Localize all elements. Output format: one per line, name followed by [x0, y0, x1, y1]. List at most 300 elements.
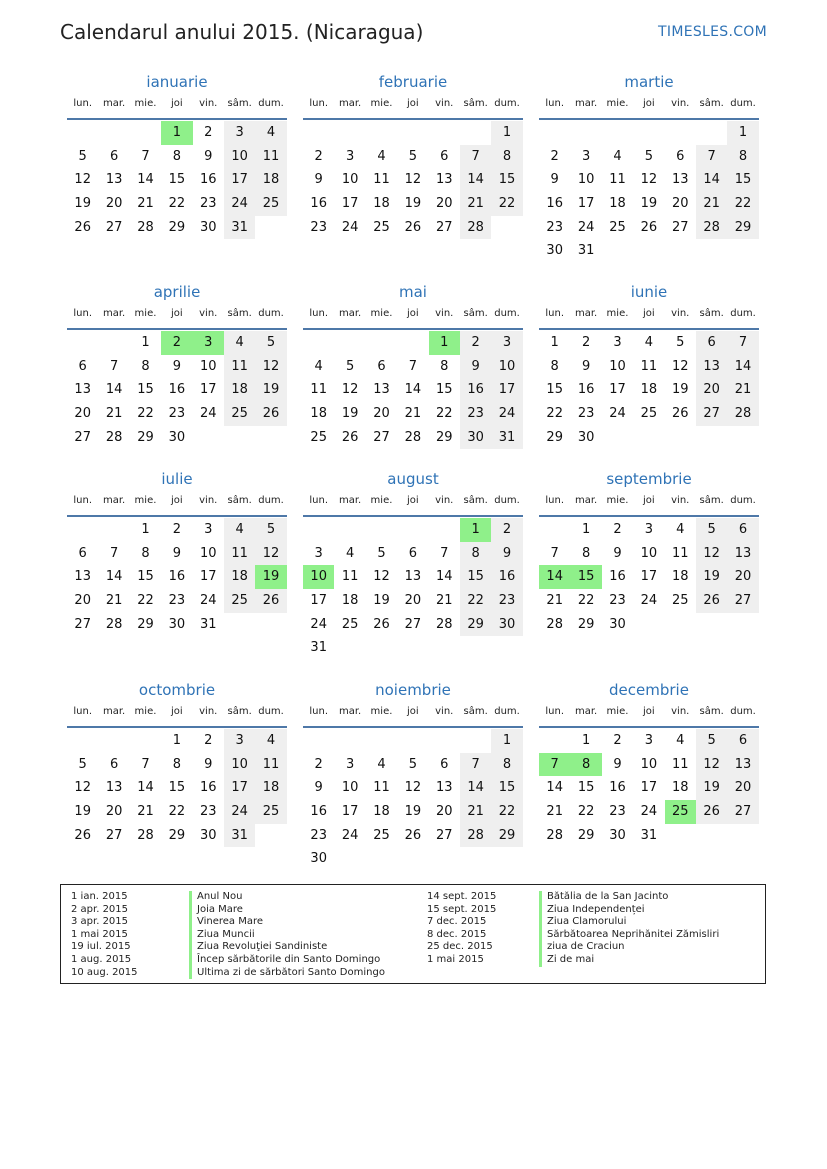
empty-cell — [98, 121, 129, 145]
day-cell: 6 — [408, 545, 417, 561]
day-cell: 9 — [204, 756, 213, 772]
legend-row — [427, 954, 757, 967]
day-cell: 12 — [696, 542, 727, 566]
weekday-label: mie. — [134, 98, 157, 109]
day-cell: 17 — [199, 382, 217, 398]
day-cell: 6 — [440, 756, 449, 772]
day-cell: 27 — [373, 429, 390, 445]
month-name: iunie — [630, 283, 668, 301]
day-cell: 29 — [435, 429, 453, 445]
day-cell: 9 — [613, 545, 622, 561]
day-cell: 14 — [137, 780, 154, 796]
day-cell: 4 — [255, 121, 286, 145]
day-cell: 9 — [550, 172, 559, 188]
empty-cell — [130, 121, 161, 145]
day-cell: 7 — [727, 331, 758, 355]
empty-cell — [570, 121, 601, 145]
weekday-label: vin. — [671, 706, 690, 717]
day-cell: 25 — [224, 589, 255, 613]
legend-row — [427, 929, 757, 942]
day-cell: 30 — [609, 616, 626, 632]
day-cell: 10 — [199, 545, 217, 561]
weekday-label: lun. — [73, 308, 93, 319]
day-cell: 27 — [696, 402, 727, 426]
day-cell: 4 — [224, 331, 255, 355]
day-cell: 16 — [609, 569, 626, 585]
day-grid — [67, 729, 287, 847]
day-cell: 17 — [341, 196, 359, 212]
legend-row — [427, 941, 757, 954]
day-cell: 14 — [696, 168, 727, 192]
day-cell: 3 — [491, 331, 522, 355]
day-cell: 28 — [727, 402, 758, 426]
holiday-date: 1 ian. 2015 — [71, 891, 128, 902]
day-cell: 23 — [609, 804, 626, 820]
month-name: aprilie — [153, 283, 201, 301]
day-cell: 18 — [640, 382, 658, 398]
day-cell: 5 — [255, 518, 286, 542]
weekday-label: sâm. — [227, 308, 252, 319]
empty-cell — [67, 518, 98, 542]
day-cell: 29 — [137, 429, 154, 445]
weekday-label: dum. — [494, 308, 520, 319]
day-cell: 1 — [491, 121, 522, 145]
day-cell: 31 — [224, 216, 255, 240]
day-cell: 6 — [78, 358, 87, 374]
weekday-label: lun. — [545, 98, 565, 109]
day-cell: 2 — [204, 733, 213, 748]
weekday-label: mar. — [102, 308, 126, 319]
day-cell: 3 — [224, 121, 255, 145]
weekday-label: lun. — [73, 495, 93, 506]
day-cell: 24 — [341, 219, 359, 235]
weekday-label: dum. — [494, 98, 520, 109]
empty-cell — [397, 121, 428, 145]
day-grid — [539, 121, 759, 263]
day-cell: 7 — [460, 145, 491, 169]
day-cell: 31 — [310, 640, 327, 656]
weekday-label: sâm. — [463, 495, 488, 506]
weekday-label: vin. — [199, 706, 218, 717]
day-cell: 21 — [435, 593, 453, 609]
day-cell: 23 — [577, 406, 595, 422]
day-cell: 9 — [491, 542, 522, 566]
day-cell: 22 — [546, 406, 563, 422]
day-cell: 4 — [676, 522, 685, 537]
weekday-label: joi — [643, 495, 655, 506]
day-cell: 6 — [440, 148, 449, 164]
day-cell: 22 — [168, 196, 186, 212]
day-cell: 2 — [314, 148, 323, 164]
day-cell: 4 — [377, 148, 386, 164]
day-cell: 14 — [460, 776, 491, 800]
day-cell: 29 — [168, 219, 186, 235]
day-cell: 10 — [609, 358, 626, 374]
day-grid — [67, 121, 287, 239]
empty-cell — [429, 729, 460, 753]
holiday-name: Zi de mai — [539, 954, 594, 967]
day-cell: 8 — [141, 358, 150, 374]
day-cell: 23 — [460, 402, 491, 426]
day-cell: 24 — [491, 402, 522, 426]
day-cell: 12 — [74, 780, 91, 796]
day-cell: 20 — [727, 776, 758, 800]
day-cell: 17 — [609, 382, 626, 398]
day-cell: 22 — [137, 593, 154, 609]
day-cell: 23 — [609, 593, 626, 609]
legend-column-right — [427, 891, 757, 967]
day-cell: 31 — [491, 426, 522, 450]
day-cell: 13 — [404, 569, 422, 585]
day-cell: 20 — [74, 406, 91, 422]
day-cell: 16 — [460, 378, 491, 402]
day-cell: 6 — [727, 518, 758, 542]
day-cell: 1 — [581, 522, 591, 537]
day-cell: 12 — [640, 172, 658, 188]
day-cell: 3 — [581, 148, 591, 164]
day-cell: 23 — [310, 219, 327, 235]
day-cell: 25 — [255, 192, 286, 216]
day-cell: 17 — [491, 378, 522, 402]
day-cell: 2 — [172, 522, 181, 537]
weekday-label: lun. — [309, 706, 329, 717]
day-cell: 10 — [199, 358, 217, 374]
weekday-header — [303, 703, 523, 728]
weekday-header — [67, 95, 287, 120]
day-cell: 16 — [491, 565, 522, 589]
weekday-label: vin. — [199, 308, 218, 319]
day-cell: 15 — [460, 565, 491, 589]
day-cell: 19 — [404, 196, 422, 212]
legend-column-left — [71, 891, 421, 979]
day-cell: 21 — [137, 196, 154, 212]
weekday-label: sâm. — [463, 98, 488, 109]
day-cell: 25 — [609, 219, 626, 235]
weekday-label: dum. — [494, 495, 520, 506]
weekday-label: mar. — [574, 706, 598, 717]
day-cell: 5 — [78, 148, 87, 164]
day-cell: 16 — [199, 780, 217, 796]
day-cell: 15 — [137, 382, 154, 398]
day-cell: 9 — [314, 172, 323, 188]
empty-cell — [67, 331, 98, 355]
day-cell: 3 — [345, 148, 355, 164]
day-cell: 26 — [640, 219, 658, 235]
weekday-label: mie. — [370, 495, 393, 506]
empty-cell — [334, 729, 365, 753]
day-cell: 21 — [460, 192, 491, 216]
day-cell: 11 — [255, 753, 286, 777]
day-grid — [539, 331, 759, 449]
weekday-label: joi — [171, 98, 183, 109]
day-cell: 8 — [550, 358, 559, 374]
day-cell: 23 — [310, 827, 327, 843]
day-cell: 11 — [373, 780, 390, 796]
day-cell: 22 — [137, 406, 154, 422]
day-cell: 19 — [696, 776, 727, 800]
day-grid — [539, 518, 759, 636]
day-cell: 7 — [141, 148, 150, 164]
day-cell: 5 — [377, 545, 386, 561]
weekday-label: mie. — [606, 706, 629, 717]
day-cell: 11 — [671, 545, 689, 561]
day-cell: 28 — [460, 824, 491, 848]
empty-cell — [303, 331, 334, 355]
day-cell: 6 — [727, 729, 758, 753]
day-cell: 2 — [314, 756, 323, 772]
holiday-name: Ziua Muncii — [189, 929, 255, 942]
weekday-header — [539, 492, 759, 517]
weekday-label: lun. — [73, 98, 93, 109]
day-cell: 18 — [224, 378, 255, 402]
day-cell: 27 — [435, 827, 453, 843]
empty-cell — [633, 121, 664, 145]
weekday-label: mar. — [338, 495, 362, 506]
day-cell: 13 — [74, 382, 91, 398]
holiday-date: 2 apr. 2015 — [71, 903, 129, 915]
day-cell: 29 — [577, 827, 595, 843]
day-cell: 9 — [314, 780, 323, 796]
day-cell: 19 — [255, 378, 286, 402]
month-name: noiembrie — [375, 681, 451, 699]
holiday-day-cell: 2 — [161, 331, 192, 355]
day-cell: 14 — [105, 569, 123, 585]
day-cell: 14 — [546, 780, 563, 796]
legend-row — [71, 941, 421, 954]
day-cell: 27 — [404, 616, 422, 632]
weekday-label: vin. — [199, 98, 218, 109]
weekday-label: sâm. — [227, 706, 252, 717]
day-cell: 4 — [644, 335, 653, 350]
empty-cell — [602, 121, 633, 145]
day-cell: 20 — [435, 196, 453, 212]
holiday-name: Ziua Clamorului — [539, 916, 626, 929]
day-cell: 28 — [696, 216, 727, 240]
empty-cell — [429, 121, 460, 145]
weekday-label: sâm. — [699, 98, 724, 109]
legend-row — [71, 904, 421, 917]
day-cell: 20 — [404, 593, 422, 609]
day-cell: 1 — [550, 335, 559, 350]
holiday-date: 1 mai 2015 — [427, 953, 484, 965]
day-cell: 27 — [105, 219, 123, 235]
day-cell: 2 — [581, 335, 591, 350]
day-cell: 12 — [255, 542, 286, 566]
holiday-date: 8 dec. 2015 — [427, 928, 487, 940]
day-cell: 22 — [491, 800, 522, 824]
holiday-date: 25 dec. 2015 — [427, 941, 493, 953]
weekday-label: mar. — [338, 98, 362, 109]
holiday-date: 15 sept. 2015 — [427, 903, 497, 915]
day-cell: 6 — [377, 358, 386, 374]
day-cell: 1 — [141, 522, 150, 537]
month-noiembrie — [303, 680, 523, 871]
day-cell: 17 — [577, 196, 595, 212]
day-cell: 9 — [460, 355, 491, 379]
day-cell: 27 — [435, 219, 453, 235]
weekday-label: joi — [643, 308, 655, 319]
day-cell: 7 — [696, 145, 727, 169]
day-cell: 5 — [408, 148, 417, 164]
day-cell: 8 — [440, 358, 449, 374]
day-cell: 16 — [168, 382, 186, 398]
day-cell: 24 — [640, 593, 658, 609]
day-cell: 24 — [224, 800, 255, 824]
day-cell: 15 — [168, 780, 186, 796]
holiday-date: 3 apr. 2015 — [71, 916, 129, 928]
day-cell: 23 — [199, 804, 217, 820]
weekday-label: mie. — [606, 495, 629, 506]
day-cell: 5 — [408, 756, 417, 772]
weekday-label: joi — [643, 98, 655, 109]
empty-cell — [334, 331, 365, 355]
day-cell: 24 — [199, 593, 217, 609]
weekday-label: vin. — [435, 308, 454, 319]
day-cell: 5 — [696, 729, 727, 753]
month-name: august — [387, 470, 439, 488]
day-cell: 25 — [373, 827, 390, 843]
empty-cell — [696, 121, 727, 145]
day-cell: 5 — [345, 358, 355, 374]
day-cell: 13 — [373, 382, 390, 398]
day-cell: 27 — [74, 616, 91, 632]
day-cell: 17 — [640, 569, 658, 585]
day-cell: 10 — [224, 753, 255, 777]
day-cell: 26 — [255, 402, 286, 426]
day-cell: 13 — [435, 172, 453, 188]
weekday-label: mie. — [370, 98, 393, 109]
weekday-label: mar. — [102, 706, 126, 717]
day-cell: 11 — [373, 172, 390, 188]
day-cell: 14 — [460, 168, 491, 192]
day-cell: 13 — [696, 355, 727, 379]
month-august — [303, 469, 523, 660]
holiday-day-cell: 15 — [570, 565, 601, 589]
holiday-day-cell: 1 — [460, 518, 491, 542]
day-cell: 4 — [377, 756, 386, 772]
month-name: septembrie — [606, 470, 692, 488]
day-cell: 3 — [345, 756, 355, 772]
day-cell: 14 — [137, 172, 154, 188]
month-martie — [539, 72, 759, 263]
month-februarie — [303, 72, 523, 239]
day-grid — [67, 331, 287, 449]
day-cell: 23 — [491, 589, 522, 613]
month-octombrie — [67, 680, 287, 847]
legend-row — [71, 929, 421, 942]
holiday-name: Bătălia de la San Jacinto — [539, 891, 668, 904]
day-cell: 22 — [727, 192, 758, 216]
day-cell: 14 — [404, 382, 422, 398]
day-cell: 28 — [435, 616, 453, 632]
day-cell: 24 — [199, 406, 217, 422]
day-cell: 25 — [671, 593, 689, 609]
holiday-day-cell: 19 — [255, 565, 286, 589]
day-cell: 17 — [341, 804, 359, 820]
day-cell: 17 — [310, 593, 327, 609]
day-cell: 10 — [640, 756, 658, 772]
day-cell: 19 — [74, 196, 91, 212]
weekday-label: mie. — [134, 495, 157, 506]
month-name: iulie — [161, 470, 193, 488]
legend-row — [71, 916, 421, 929]
month-name: decembrie — [609, 681, 689, 699]
day-cell: 8 — [172, 756, 181, 772]
day-cell: 18 — [255, 168, 286, 192]
weekday-label: joi — [407, 706, 419, 717]
weekday-header — [539, 305, 759, 330]
holiday-day-cell: 25 — [665, 800, 696, 824]
holiday-date: 1 mai 2015 — [71, 928, 128, 940]
day-cell: 11 — [224, 355, 255, 379]
weekday-label: vin. — [671, 495, 690, 506]
day-cell: 16 — [577, 382, 595, 398]
day-cell: 2 — [613, 733, 622, 748]
empty-cell — [429, 518, 460, 542]
month-name: februarie — [378, 73, 448, 91]
weekday-label: vin. — [199, 495, 218, 506]
day-cell: 7 — [109, 358, 119, 374]
day-cell: 17 — [640, 780, 658, 796]
day-cell: 2 — [204, 125, 213, 140]
weekday-label: lun. — [309, 495, 329, 506]
empty-cell — [539, 729, 570, 753]
day-cell: 31 — [640, 827, 658, 843]
weekday-label: sâm. — [227, 98, 252, 109]
weekday-label: dum. — [730, 706, 756, 717]
day-cell: 1 — [172, 733, 181, 748]
day-cell: 26 — [341, 429, 359, 445]
weekday-label: mie. — [370, 706, 393, 717]
day-cell: 4 — [224, 518, 255, 542]
holiday-day-cell: 3 — [193, 331, 224, 355]
day-cell: 14 — [727, 355, 758, 379]
day-cell: 22 — [577, 593, 595, 609]
day-cell: 6 — [109, 148, 119, 164]
day-cell: 11 — [640, 358, 658, 374]
day-cell: 20 — [105, 196, 123, 212]
day-cell: 30 — [168, 429, 186, 445]
empty-cell — [366, 729, 397, 753]
day-cell: 26 — [696, 800, 727, 824]
weekday-label: dum. — [494, 706, 520, 717]
day-cell: 7 — [109, 545, 119, 561]
day-cell: 27 — [727, 589, 758, 613]
day-cell: 12 — [404, 172, 422, 188]
day-cell: 3 — [613, 335, 622, 350]
day-cell: 30 — [577, 429, 595, 445]
empty-cell — [98, 729, 129, 753]
holiday-name: Ziua Independenței — [539, 904, 645, 917]
day-cell: 29 — [137, 616, 154, 632]
legend-row — [71, 891, 421, 904]
weekday-label: mar. — [338, 706, 362, 717]
day-cell: 26 — [74, 827, 91, 843]
day-grid — [303, 518, 523, 660]
day-cell: 19 — [640, 196, 658, 212]
weekday-label: mie. — [370, 308, 393, 319]
weekday-header — [303, 492, 523, 517]
holiday-name: Anul Nou — [189, 891, 242, 904]
day-cell: 25 — [310, 429, 327, 445]
day-cell: 26 — [671, 406, 689, 422]
legend-row — [427, 904, 757, 917]
month-iulie — [67, 469, 287, 636]
day-cell: 29 — [460, 613, 491, 637]
brand-link[interactable]: TIMESLES.COM — [658, 24, 767, 40]
month-name: octombrie — [138, 681, 216, 699]
day-cell: 18 — [255, 776, 286, 800]
